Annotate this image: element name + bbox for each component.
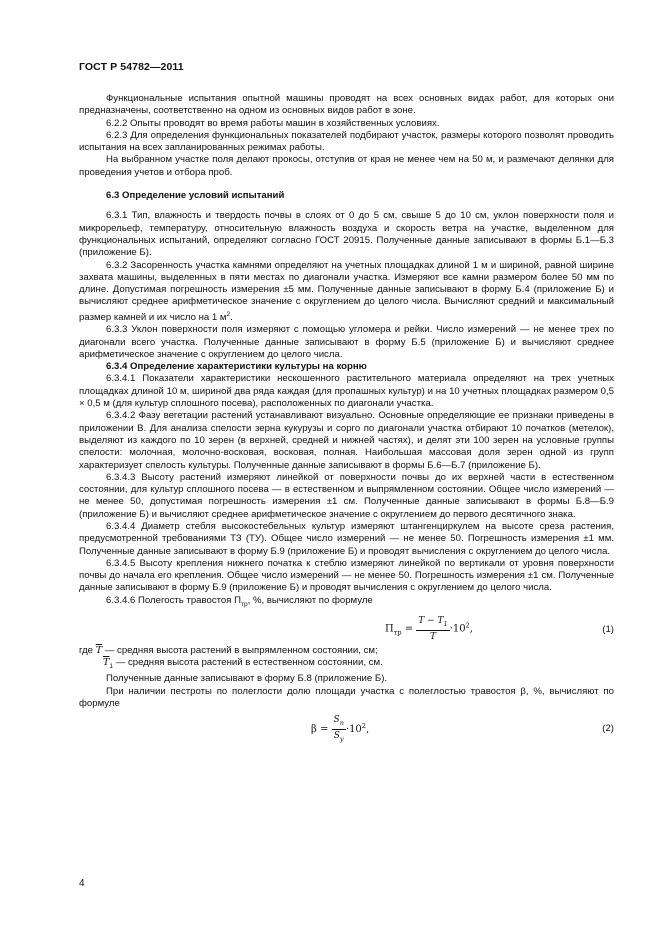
formula-number: (1): [602, 623, 614, 635]
numerator-text: S: [333, 715, 340, 726]
definition-line: [79, 645, 614, 657]
fraction: [332, 714, 346, 745]
formula-expression: [385, 615, 473, 643]
subscript: тр: [241, 600, 248, 608]
paragraph: 6.3.3 Уклон поверхности поля измеряют с помощью угломера и рейки. Число измерений — не менее трех по диагонали всего участка. Полученные данные записывают в форму Б.5 (приложение Б) и вычисляют среднее арифметическое значение с округлением до целого числа.: [79, 324, 614, 360]
paragraph: На выбранном участке поля делают прокосы, отступив от края не менее чем на 50 м, и размечают делянки для проведения учетов и отбора проб.: [79, 154, 614, 178]
paragraph: [79, 595, 614, 611]
denominator-subscript: у: [339, 735, 344, 744]
symbol: $\overline{T}$: [95, 644, 103, 656]
formula-factor: ·10: [449, 623, 466, 635]
paragraph: 6.2.2 Опыты проводят во время работы машин в хозяйственных условиях.: [106, 117, 440, 129]
paragraph-text: .: [230, 311, 233, 323]
formula-lhs: П: [385, 623, 394, 635]
symbol: $\overline{T}$: [103, 657, 110, 669]
paragraph: 6.3.4.3 Высоту растений измеряют линейкой от поверхности почвы до их верхней части в естественном состоянии, для культур сплошного посева — в естественном и выпрямленном состоянии. Общее число измерений — не менее 50, допустимая погрешность измерения ±1 см. Полученные данные записывают в формы Б.8—Б.9 (приложение Б) и вычисляют среднее арифметическое значение с округлением до первого десятичного знака.: [79, 471, 614, 520]
paragraph: 6.3.4.2 Фазу вегетации растений устанавливают визуально. Основные определяющие ее признаки приведены в приложении В. Для анализа спелости зерна кукурузы и сорго по диагонали участка отбирают 10 початков (метелок), выделяют из каждого по 10 зерен (в верхней, средней и нижней частях), и делят эти 100 зерен на условные группы спелости: молочная, молочно-восковая, восковая, полная. Наибольшая массовая доля зерен одной из групп характеризует спелость культуры. Полученные данные записывают в формы Б.6—Б.7 (приложение Б).: [79, 410, 614, 471]
formula-tail: ,: [365, 724, 370, 736]
paragraph-text: 6.3.2 Засоренность участка камнями определяют на учетных площадках длиной 1 м и шириной, равной ширине захвата машины, выделенных в пяти местах по диагонали участка. Измеряют все камни размером более 50 мм по длине. Допустимая погрешность измерения ±5 мм. Полученные данные записывают в форму Б.4 (приложение Б) и вычисляют среднее арифметическое значение с округлением до целого числа. Вычисляют средний и максимальный размер камней и их число на 1 м: [79, 259, 614, 323]
numerator: [332, 714, 346, 730]
formula-factor-exponent: 2: [465, 621, 470, 630]
definition-text: — средняя высота растений в выпрямленном состоянии, см;: [102, 644, 378, 656]
section-heading: 6.3 Определение условий испытаний: [106, 190, 285, 202]
formula-expression: [311, 714, 369, 745]
definition-text: — средняя высота растений в естественном состоянии, см.: [113, 657, 383, 669]
page-number: 4: [79, 878, 85, 889]
formula-2: [79, 710, 614, 744]
formula-factor-exponent: 2: [361, 722, 366, 731]
paragraph: 6.3.4.1 Показатели характеристики нескошенного растительного материала определяют на трех учетных площадках длиной 10 м, шириной два ряда каждая (для пропашных культур) и на 10 учетных площадках размером 0,5 × 0,5 м (для культур сплошного посева), расположенных по диагонали участка.: [79, 373, 614, 410]
paragraph: Полученные данные записывают в форму Б.8 (приложение Б).: [106, 673, 388, 685]
formula-lhs: β =: [311, 724, 329, 736]
paragraph-text: 6.3.4.6 Полегость травостоя П: [106, 594, 242, 606]
paragraph: При наличии пестроты по полеглости долю площади участка с полеглостью травостоя β, %, вычисляют по формуле: [79, 685, 614, 710]
numerator-subscript: п: [339, 719, 344, 728]
formula-number: (2): [602, 723, 614, 735]
document-body: [79, 93, 614, 744]
symbol-subscript: 1: [109, 663, 114, 671]
paragraph-text: , %, вычисляют по формуле: [247, 594, 373, 606]
formula-tail: ,: [469, 623, 473, 635]
formula-lhs-subscript: тр: [393, 628, 402, 637]
paragraph: 6.3.4.4 Диаметр стебля высокостебельных культур измеряют штангенциркулем на высоте среза растения, предусмотренной требованиями ТЗ (ТУ). Общее число измерений — не менее 50. Погрешность измерения ±1 мм. Полученные данные записывают в форму Б.9 (приложение Б) и проводят вычисления с округлением до целого числа.: [79, 520, 614, 557]
definition-line: [103, 657, 614, 673]
denominator: T: [429, 632, 436, 643]
paragraph: [79, 260, 614, 325]
standard-header: ГОСТ Р 54782—2011: [79, 61, 184, 73]
equals-sign: =: [404, 623, 414, 635]
formula-factor: ·10: [345, 724, 362, 736]
where-label: где: [79, 644, 94, 656]
paragraph: 6.3.1 Тип, влажность и твердость почвы в слоях от 0 до 5 см, свыше 5 до 10 см, уклон поверхности поля и микрорельеф, температуру, относительную влажность воздуха и скорость ветра на участке, выделенном для функциональных испытаний, определяют согласно ГОСТ 20915. Полученные данные записывают в формы Б.1—Б.3 (приложение Б).: [79, 210, 614, 259]
denominator-text: S: [333, 731, 340, 742]
numerator: [416, 615, 449, 631]
formula-1: [79, 611, 614, 645]
fraction: [416, 615, 449, 643]
paragraph: 6.2.3 Для определения функциональных показателей подбирают участок, размеры которого позволят проводить испытания на всех запланированных режимах работы.: [79, 129, 614, 154]
numerator-subscript: 1: [443, 619, 448, 628]
paragraph: Функциональные испытания опытной машины проводят на всех основных видах работ, для которых они предназначены, соответственно на одном из основных видов работ в зоне.: [79, 93, 614, 117]
subsection-heading: 6.3.4 Определение характеристики культуры на корню: [106, 361, 367, 373]
denominator: [332, 730, 346, 745]
paragraph: 6.3.4.5 Высоту крепления нижнего початка к стеблю измеряют линейкой по вертикали от уровня поверхности почвы до начала его крепления. Общее число измерений — не менее 50. Погрешность измерения ±1 см. Полученные данные записывают в форму Б.9 (приложение Б) и проводят вычисления с округлением до целого числа.: [79, 557, 614, 594]
numerator-text: T − T: [418, 615, 444, 626]
superscript: 2: [226, 310, 231, 318]
